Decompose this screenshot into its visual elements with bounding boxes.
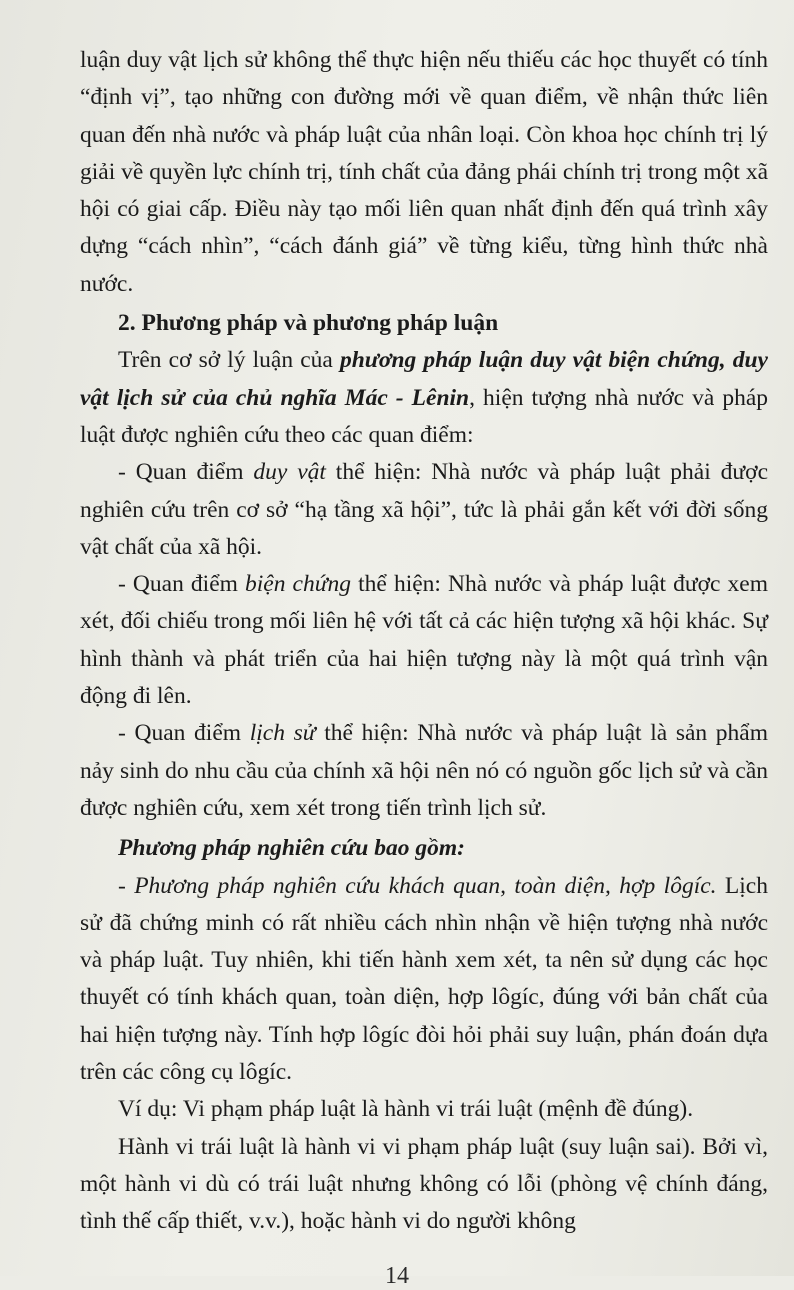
page-number: 14 (385, 1263, 409, 1289)
methods-subheading: Phương pháp nghiên cứu bao gồm: (118, 835, 465, 862)
viewpoint-historical-text: thể hiện: Nhà nước và pháp luật là sản phẩm nảy sinh do nhu cầu của chính xã hội nên nó có nguồn gốc lịch sử và cần được nghiên cứu, xem xét trong tiến trình lịch sử. (80, 720, 769, 821)
method-objective (80, 868, 768, 1092)
paragraph-methodology-lead: Trên cơ sở lý luận của (118, 347, 340, 374)
viewpoint-materialist-lead: - Quan điểm (118, 459, 254, 486)
viewpoint-dialectical-lead: - Quan điểm (118, 571, 245, 598)
section-heading: 2. Phương pháp và phương pháp luận (118, 310, 499, 337)
method-objective-title: - Phương pháp nghiên cứu khách quan, toàn diện, hợp lôgíc. (118, 872, 717, 899)
paragraph-methodology-tail: , hiện tượng nhà nước và pháp luật được nghiên cứu theo các quan điểm: (80, 384, 768, 448)
viewpoint-historical-lead: - Quan điểm (118, 720, 250, 747)
viewpoint-historical-term: lịch sử (249, 720, 316, 747)
viewpoint-dialectical-term: biện chứng (245, 571, 352, 598)
method-objective-text: Lịch sử đã chứng minh có rất nhiều cách nhìn nhận về hiện tượng nhà nước và pháp luật. Tuy nhiên, khi tiến hành xem xét, ta nên sử dụng các học thuyết có tính khách quan, toàn diện, hợp lôgíc, đúng với bản chất của hai hiện tượng này. Tính hợp lôgíc đòi hỏi phải suy luận, phán đoán dựa trên các công cụ lôgíc. (80, 872, 768, 1086)
viewpoint-dialectical-text: thể hiện: Nhà nước và pháp luật được xem xét, đối chiếu trong mối liên hệ với tất cả các hiện tượng xã hội khác. Sự hình thành và phát triển của hai hiện tượng này là một quá trình vận động đi lên. (80, 571, 768, 710)
viewpoint-historical (80, 715, 768, 827)
viewpoint-materialist (80, 454, 768, 566)
paragraph-intro: luận duy vật lịch sử không thể thực hiện nếu thiếu các học thuyết có tính “định vị”, tạo những con đường mới về quan điểm, về nhận thức liên quan đến nhà nước và pháp luật của nhân loại. Còn khoa học chính trị lý giải về quyền lực chính trị, tính chất của đảng phái chính trị trong một xã hội có giai cấp. Điều này tạo mối liên quan nhất định đến quá trình xây dựng “cách nhìn”, “cách đánh giá” về từng kiểu, từng hình thức nhà nước. (80, 47, 768, 297)
page-text (80, 42, 768, 1241)
viewpoint-dialectical (80, 566, 768, 715)
paragraph-methodology (80, 342, 768, 454)
example-line-2: Hành vi trái luật là hành vi vi phạm pháp luật (suy luận sai). Bởi vì, một hành vi dù có trái luật nhưng không có lỗi (phòng vệ chính đáng, tình thế cấp thiết, v.v.), hoặc hành vi do người không (80, 1133, 768, 1235)
viewpoint-materialist-text: thể hiện: Nhà nước và pháp luật phải được nghiên cứu trên cơ sở “hạ tầng xã hội”, tức là phải gắn kết với đời sống vật chất của xã hội. (80, 459, 769, 560)
paragraph-methodology-emphasis: phương pháp luận duy vật biện chứng, duy vật lịch sử của chủ nghĩa Mác - Lênin (80, 347, 768, 411)
example-line-1: Ví dụ: Vi phạm pháp luật là hành vi trái luật (mệnh đề đúng). (118, 1096, 694, 1123)
viewpoint-materialist-term: duy vật (253, 459, 326, 486)
